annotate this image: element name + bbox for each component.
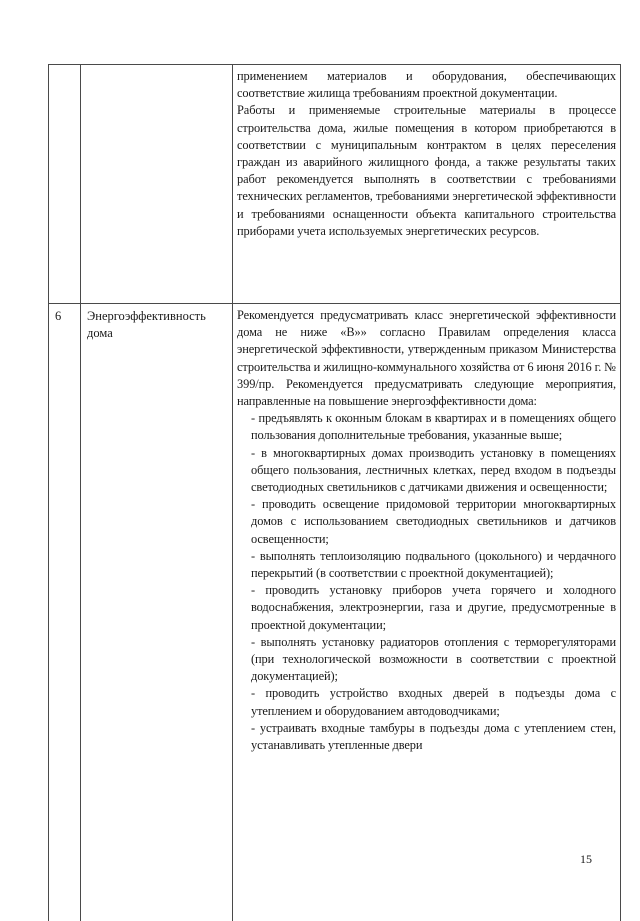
list-item: - в многоквартирных домах производить установку в помещениях общего пользования, лестничных клетках, перед входом в подъезды светодиодных светильников с датчиками движения и освещенности; xyxy=(237,445,616,497)
page-number: 15 xyxy=(580,852,592,867)
list-item: - проводить освещение придомовой территории многоквартирных домов с использованием светодиодных светильников и датчиков освещенности; xyxy=(237,496,616,548)
row-description xyxy=(233,304,621,921)
row-number xyxy=(49,65,81,304)
paragraph: Работы и применяемые строительные материалы в процессе строительства дома, жилые помещения в котором приобретаются в соответствии с муниципальным контрактом в целях переселения граждан из аварийного жилищного фонда, а также результаты таких работ рекомендуется выполнять в соответствии с требованиями технических регламентов, требованиями энергетической эффективности и требованиями оснащенности объекта капитального строительства приборами учета используемых энергетических ресурсов. xyxy=(237,102,616,240)
row-title: Энергоэффективность дома xyxy=(81,304,233,921)
row-title xyxy=(81,65,233,304)
list-item: - проводить установку приборов учета горячего и холодного водоснабжения, электроэнергии, газа и другие, предусмотренные в проектной документации; xyxy=(237,582,616,634)
list-item: - выполнять установку радиаторов отопления с терморегуляторами (при технологической возможности в соответствии с проектной документацией); xyxy=(237,634,616,686)
list-item: - предъявлять к оконным блокам в квартирах и в помещениях общего пользования дополнительные требования, указанные выше; xyxy=(237,410,616,444)
table-row xyxy=(49,304,621,921)
requirements-table xyxy=(48,64,621,921)
row-number: 6 xyxy=(49,304,81,921)
list-item: - выполнять теплоизоляцию подвального (цокольного) и чердачного перекрытий (в соответствии с проектной документацией); xyxy=(237,548,616,582)
paragraph: применением материалов и оборудования, обеспечивающих соответствие жилища требованиям проектной документации. xyxy=(237,68,616,102)
paragraph: Рекомендуется предусматривать класс энергетической эффективности дома не ниже «В»» согласно Правилам определения класса энергетической эффективности, утвержденным приказом Министерства строительства и жилищно-коммунального хозяйства от 6 июня 2016 г. № 399/пр. Рекомендуется предусматривать следующие мероприятия, направленные на повышение энергоэффективности дома: xyxy=(237,307,616,410)
table-row xyxy=(49,65,621,304)
row-description xyxy=(233,65,621,304)
list-item: - проводить устройство входных дверей в подъезды дома с утеплением и оборудованием автодоводчиками; xyxy=(237,685,616,719)
list-item: - устраивать входные тамбуры в подъезды дома с утеплением стен, устанавливать утепленные двери xyxy=(237,720,616,754)
